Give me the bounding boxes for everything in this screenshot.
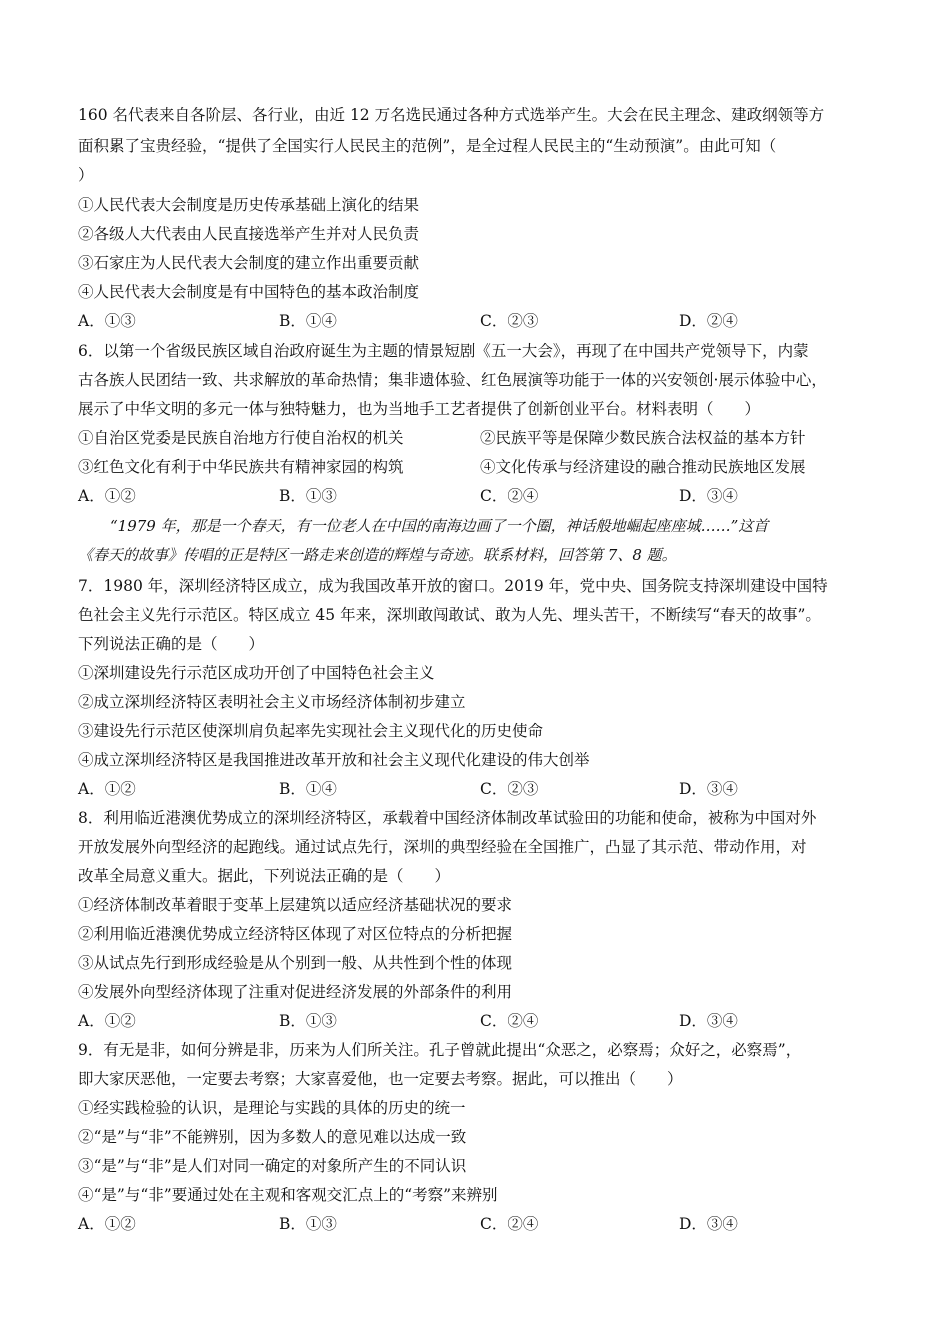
intro-line-2: 《春天的故事》传唱的正是特区一路走来创造的辉煌与奇迹。联系材料，回答第 7、8 题。	[78, 546, 677, 564]
q7-options	[0, 778, 950, 800]
q9-option-a: A．①②	[78, 1215, 136, 1233]
q6-items-row-2	[0, 456, 950, 478]
q7-stem-line-2: 色社会主义先行示范区。特区成立 45 年来，深圳敢闯敢试、敢为人先、埋头苦干，不断续写“春天的故事”。	[78, 606, 821, 624]
q9-item-2: ②“是”与“非”不能辨别，因为多数人的意见难以达成一致	[78, 1128, 467, 1146]
q8-item-4: ④发展外向型经济体现了注重对促进经济发展的外部条件的利用	[78, 983, 513, 1001]
q6-options	[0, 485, 950, 507]
q5-option-a: A．①③	[78, 312, 136, 330]
q9-stem-line-1: 9．有无是非，如何分辨是非，历来为人们所关注。孔子曾就此提出“众恶之，必察焉；众好之，必察焉”，	[78, 1041, 802, 1059]
q8-option-d: D．③④	[679, 1012, 738, 1030]
q7-option-d: D．③④	[679, 780, 738, 798]
q5-stem-line-1: 160 名代表来自各阶层、各行业，由近 12 万名选民通过各种方式选举产生。大会在民主理念、建政纲领等方	[78, 106, 825, 124]
q6-option-c: C．②④	[480, 487, 539, 505]
q6-option-d: D．③④	[679, 487, 738, 505]
q9-option-c: C．②④	[480, 1215, 539, 1233]
q7-item-1: ①深圳建设先行示范区成功开创了中国特色社会主义	[78, 664, 435, 682]
q5-item-4: ④人民代表大会制度是有中国特色的基本政治制度	[78, 283, 420, 301]
q6-option-a: A．①②	[78, 487, 136, 505]
q8-item-2: ②利用临近港澳优势成立经济特区体现了对区位特点的分析把握	[78, 925, 513, 943]
q8-option-b: B．①③	[279, 1012, 337, 1030]
q5-item-3: ③石家庄为人民代表大会制度的建立作出重要贡献	[78, 254, 420, 272]
q9-item-1: ①经实践检验的认识，是理论与实践的具体的历史的统一	[78, 1099, 466, 1117]
q6-item-1: ①自治区党委是民族自治地方行使自治权的机关	[78, 429, 404, 447]
q8-item-1: ①经济体制改革着眼于变革上层建筑以适应经济基础状况的要求	[78, 896, 513, 914]
q7-item-2: ②成立深圳经济特区表明社会主义市场经济体制初步建立	[78, 693, 466, 711]
q6-stem-line-2: 古各族人民团结一致、共求解放的革命热情；集非遗体验、红色展演等功能于一体的兴安领创·展示体验中心，	[78, 371, 827, 389]
q6-item-2: ②民族平等是保障少数民族合法权益的基本方针	[480, 429, 806, 447]
q6-items-row-1	[0, 427, 950, 449]
q8-option-c: C．②④	[480, 1012, 539, 1030]
q5-item-2: ②各级人大代表由人民直接选举产生并对人民负责	[78, 225, 420, 243]
q7-stem-line-3: 下列说法正确的是（ ）	[78, 635, 265, 653]
q7-option-b: B．①④	[279, 780, 337, 798]
q6-stem-line-3: 展示了中华文明的多元一体与独特魅力，也为当地手工艺者提供了创新创业平台。材料表明（ ）	[78, 400, 761, 418]
q9-item-3: ③“是”与“非”是人们对同一确定的对象所产生的不同认识	[78, 1157, 467, 1175]
q9-options	[0, 1213, 950, 1235]
q9-stem-line-2: 即大家厌恶他，一定要去考察；大家喜爱他，也一定要去考察。据此，可以推出（ ）	[78, 1070, 683, 1088]
q7-stem-line-1: 7．1980 年，深圳经济特区成立，成为我国改革开放的窗口。2019 年，党中央、国务院支持深圳建设中国特	[78, 577, 828, 595]
q5-option-d: D．②④	[679, 312, 738, 330]
q9-item-4: ④“是”与“非”要通过处在主观和客观交汇点上的“考察”来辨别	[78, 1186, 498, 1204]
q6-item-4: ④文化传承与经济建设的融合推动民族地区发展	[480, 458, 806, 476]
q6-option-b: B．①③	[279, 487, 337, 505]
q7-item-4: ④成立深圳经济特区是我国推进改革开放和社会主义现代化建设的伟大创举	[78, 751, 590, 769]
q7-option-a: A．①②	[78, 780, 136, 798]
q9-option-b: B．①③	[279, 1215, 337, 1233]
q8-options	[0, 1010, 950, 1032]
q5-options	[0, 310, 950, 332]
q6-item-3: ③红色文化有利于中华民族共有精神家园的构筑	[78, 458, 404, 476]
q6-stem-line-1: 6．以第一个省级民族区域自治政府诞生为主题的情景短剧《五一大会》，再现了在中国共产党领导下，内蒙	[78, 342, 809, 360]
q5-stem-line-3: ）	[78, 166, 94, 184]
q7-item-3: ③建设先行示范区使深圳肩负起率先实现社会主义现代化的历史使命	[78, 722, 544, 740]
q5-option-c: C．②③	[480, 312, 539, 330]
q5-stem-line-2: 面积累了宝贵经验，“提供了全国实行人民民主的范例”，是全过程人民民主的“生动预演”。由此可知（	[78, 137, 777, 155]
q8-item-3: ③从试点先行到形成经验是从个别到一般、从共性到个性的体现	[78, 954, 513, 972]
q8-stem-line-2: 开放发展外向型经济的起跑线。通过试点先行，深圳的典型经验在全国推广，凸显了其示范、带动作用，对	[78, 838, 807, 856]
q5-option-b: B．①④	[279, 312, 337, 330]
q9-option-d: D．③④	[679, 1215, 738, 1233]
q7-option-c: C．②③	[480, 780, 539, 798]
intro-line-1: “1979 年，那是一个春天，有一位老人在中国的南海边画了一个圈，神话般地崛起座座城……”这首	[110, 517, 769, 535]
q8-stem-line-3: 改革全局意义重大。据此，下列说法正确的是（ ）	[78, 867, 451, 885]
q5-item-1: ①人民代表大会制度是历史传承基础上演化的结果	[78, 196, 420, 214]
q8-stem-line-1: 8．利用临近港澳优势成立的深圳经济特区，承载着中国经济体制改革试验田的功能和使命，被称为中国对外	[78, 809, 817, 827]
q8-option-a: A．①②	[78, 1012, 136, 1030]
